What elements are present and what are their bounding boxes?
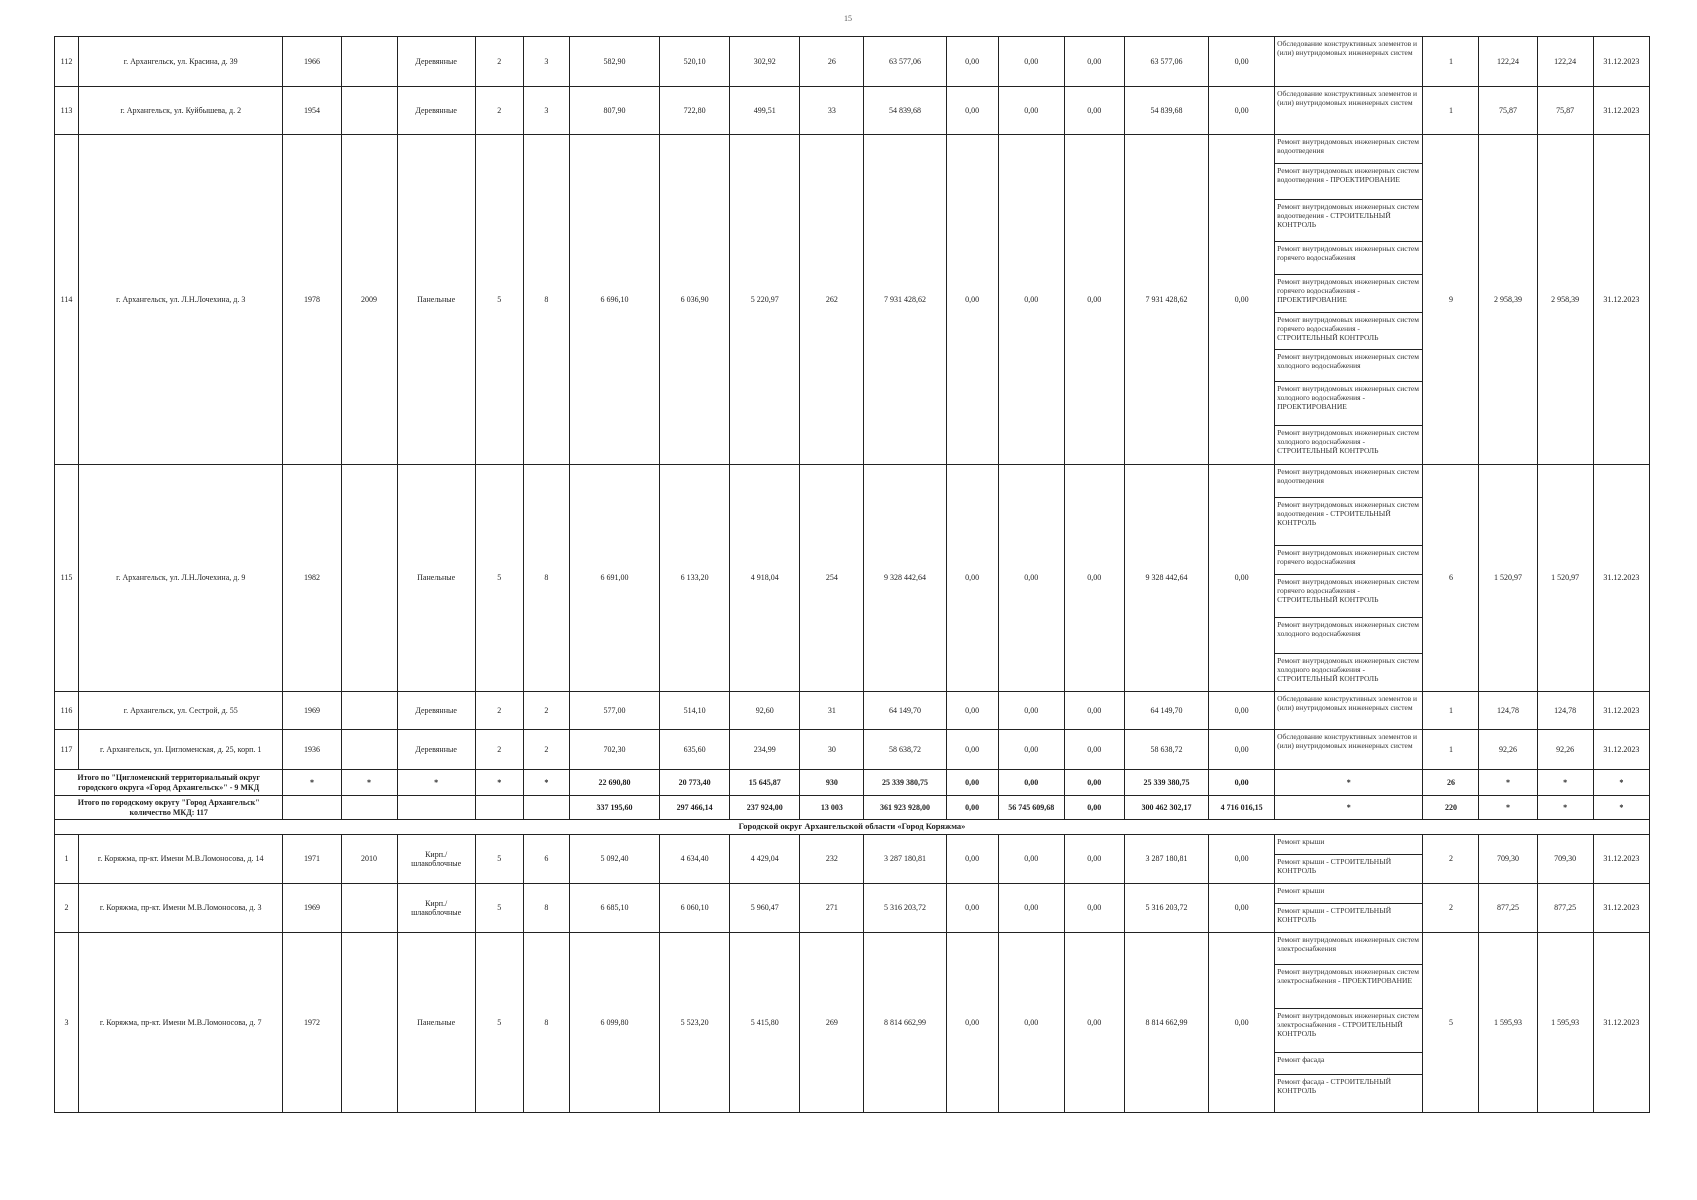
total-row xyxy=(55,770,1650,796)
cell-year-reno: 2009 xyxy=(341,135,397,465)
total-cost-m2: * xyxy=(1479,770,1537,796)
cell-cost-m2-max: 75,87 xyxy=(1537,87,1593,135)
work-item: Ремонт крыши xyxy=(1275,884,1422,904)
cell-fund-mun: 0,00 xyxy=(1064,730,1124,770)
total-year-reno xyxy=(341,796,397,820)
row-number: 115 xyxy=(55,465,79,692)
total-fund-mun: 0,00 xyxy=(1064,796,1124,820)
cell-area-living: 6 133,20 xyxy=(660,465,730,692)
cell-year-reno xyxy=(341,730,397,770)
cell-floors: 5 xyxy=(475,884,523,933)
cell-area-total: 577,00 xyxy=(569,692,659,730)
works-cell xyxy=(1275,730,1423,770)
cell-cost-total: 8 814 662,99 xyxy=(864,933,946,1113)
cell-residents: 33 xyxy=(800,87,864,135)
cell-fund-other: 0,00 xyxy=(1209,730,1275,770)
row-number: 1 xyxy=(55,835,79,884)
cell-deadline: 31.12.2023 xyxy=(1593,730,1649,770)
cell-work-count: 6 xyxy=(1423,465,1479,692)
cell-year-built: 1972 xyxy=(283,933,341,1113)
cell-year-built: 1966 xyxy=(283,37,341,87)
cell-fund-mun: 0,00 xyxy=(1064,933,1124,1113)
cell-fund-other: 0,00 xyxy=(1209,135,1275,465)
works-cell xyxy=(1275,933,1423,1113)
cell-entrances: 2 xyxy=(523,730,569,770)
table-row xyxy=(55,692,1650,730)
cell-year-built: 1954 xyxy=(283,87,341,135)
cell-deadline: 31.12.2023 xyxy=(1593,37,1649,87)
cell-fund-mun: 0,00 xyxy=(1064,465,1124,692)
cell-fund-reg: 0,00 xyxy=(998,87,1064,135)
work-item: Ремонт внутридомовых инженерных систем горячего водоснабжения - СТРОИТЕЛЬНЫЙ КОНТРОЛЬ xyxy=(1275,313,1422,350)
work-item: Ремонт внутридомовых инженерных систем холодного водоснабжения - СТРОИТЕЛЬНЫЙ КОНТРОЛЬ xyxy=(1277,428,1419,455)
cell-fund-fed: 0,00 xyxy=(946,835,998,884)
cell-area-living: 520,10 xyxy=(660,37,730,87)
total-entrances xyxy=(523,796,569,820)
works-cell xyxy=(1275,37,1423,87)
cell-fund-owners: 5 316 203,72 xyxy=(1124,884,1208,933)
cell-fund-owners: 3 287 180,81 xyxy=(1124,835,1208,884)
cell-walls: Деревянные xyxy=(397,730,475,770)
cell-fund-other: 0,00 xyxy=(1209,37,1275,87)
row-number: 112 xyxy=(55,37,79,87)
cell-fund-other: 0,00 xyxy=(1209,87,1275,135)
total-cost-m2-max: * xyxy=(1537,770,1593,796)
cell-fund-mun: 0,00 xyxy=(1064,135,1124,465)
total-fund-other: 0,00 xyxy=(1209,770,1275,796)
cell-walls: Деревянные xyxy=(397,692,475,730)
cell-deadline: 31.12.2023 xyxy=(1593,465,1649,692)
works-cell xyxy=(1275,692,1423,730)
cell-fund-owners: 54 839,68 xyxy=(1124,87,1208,135)
cell-fund-reg: 0,00 xyxy=(998,37,1064,87)
work-item: Ремонт внутридомовых инженерных систем водоотведения xyxy=(1275,135,1422,164)
table-row xyxy=(55,37,1650,87)
row-number: 3 xyxy=(55,933,79,1113)
cell-cost-total: 7 931 428,62 xyxy=(864,135,946,465)
cell-fund-owners: 58 638,72 xyxy=(1124,730,1208,770)
house-address: г. Архангельск, ул. Л.Н.Лочехина, д. 3 xyxy=(79,135,283,465)
cell-fund-other: 0,00 xyxy=(1209,465,1275,692)
total-cost-m2: * xyxy=(1479,796,1537,820)
cell-area-total: 6 696,10 xyxy=(569,135,659,465)
cell-area-private: 499,51 xyxy=(730,87,800,135)
works-cell xyxy=(1275,87,1423,135)
cell-year-reno: 2010 xyxy=(341,835,397,884)
cell-deadline: 31.12.2023 xyxy=(1593,933,1649,1113)
cell-fund-reg: 0,00 xyxy=(998,730,1064,770)
cell-fund-mun: 0,00 xyxy=(1064,87,1124,135)
total-fund-reg: 0,00 xyxy=(998,770,1064,796)
cell-walls: Панельные xyxy=(397,465,475,692)
cell-area-living: 635,60 xyxy=(660,730,730,770)
cell-cost-m2: 1 595,93 xyxy=(1479,933,1537,1113)
cell-deadline: 31.12.2023 xyxy=(1593,692,1649,730)
total-fund-fed: 0,00 xyxy=(946,770,998,796)
cell-residents: 31 xyxy=(800,692,864,730)
work-item: Ремонт фасада xyxy=(1275,1053,1422,1075)
cell-cost-m2: 2 958,39 xyxy=(1479,135,1537,465)
cell-walls: Деревянные xyxy=(397,87,475,135)
cell-walls: Панельные xyxy=(397,135,475,465)
cell-fund-fed: 0,00 xyxy=(946,135,998,465)
total-area-private: 15 645,87 xyxy=(730,770,800,796)
work-item: Обследование конструктивных элементов и (или) внутридомовых инженерных систем xyxy=(1277,39,1418,57)
cell-cost-total: 3 287 180,81 xyxy=(864,835,946,884)
work-item: Ремонт внутридомовых инженерных систем горячего водоснабжения xyxy=(1275,546,1422,575)
total-row xyxy=(55,796,1650,820)
cell-cost-m2-max: 1 520,97 xyxy=(1537,465,1593,692)
total-label: Итого по городскому округу "Город Архангельск" количество МКД: 117 xyxy=(55,796,283,820)
cell-fund-owners: 8 814 662,99 xyxy=(1124,933,1208,1113)
work-item: Ремонт внутридомовых инженерных систем горячего водоснабжения xyxy=(1275,242,1422,275)
cell-area-living: 6 036,90 xyxy=(660,135,730,465)
total-year-built xyxy=(283,796,341,820)
cell-area-living: 4 634,40 xyxy=(660,835,730,884)
cell-year-built: 1969 xyxy=(283,884,341,933)
cell-cost-m2: 92,26 xyxy=(1479,730,1537,770)
work-item: Ремонт внутридомовых инженерных систем горячего водоснабжения - СТРОИТЕЛЬНЫЙ КОНТРОЛЬ xyxy=(1275,575,1422,618)
house-address: г. Коряжма, пр-кт. Имени М.В.Ломоносова, д. 3 xyxy=(79,884,283,933)
cell-fund-reg: 0,00 xyxy=(998,692,1064,730)
cell-year-reno xyxy=(341,465,397,692)
work-item: Ремонт внутридомовых инженерных систем холодного водоснабжения xyxy=(1275,350,1422,382)
cell-fund-mun: 0,00 xyxy=(1064,37,1124,87)
cell-year-reno xyxy=(341,692,397,730)
work-item: Ремонт внутридомовых инженерных систем водоотведения xyxy=(1275,465,1422,498)
cell-entrances: 8 xyxy=(523,465,569,692)
total-cost-total: 25 339 380,75 xyxy=(864,770,946,796)
cell-entrances: 6 xyxy=(523,835,569,884)
cell-cost-m2-max: 2 958,39 xyxy=(1537,135,1593,465)
cell-floors: 2 xyxy=(475,692,523,730)
cell-area-total: 6 099,80 xyxy=(569,933,659,1113)
work-item: Ремонт внутридомовых инженерных систем электроснабжения xyxy=(1275,933,1422,965)
total-year-reno: * xyxy=(341,770,397,796)
cell-work-count: 2 xyxy=(1423,884,1479,933)
cell-cost-m2: 122,24 xyxy=(1479,37,1537,87)
work-item: Обследование конструктивных элементов и (или) внутридомовых инженерных систем xyxy=(1277,694,1418,712)
total-deadline: * xyxy=(1593,796,1649,820)
cell-year-built: 1971 xyxy=(283,835,341,884)
work-item: Ремонт внутридомовых инженерных систем электроснабжения - ПРОЕКТИРОВАНИЕ xyxy=(1275,965,1422,1009)
cell-fund-owners: 63 577,06 xyxy=(1124,37,1208,87)
cell-work-count: 1 xyxy=(1423,37,1479,87)
cell-entrances: 8 xyxy=(523,884,569,933)
cell-cost-total: 64 149,70 xyxy=(864,692,946,730)
cell-fund-fed: 0,00 xyxy=(946,730,998,770)
work-item: Ремонт внутридомовых инженерных систем водоотведения - СТРОИТЕЛЬНЫЙ КОНТРОЛЬ xyxy=(1275,200,1422,242)
cell-cost-m2-max: 124,78 xyxy=(1537,692,1593,730)
cell-area-private: 5 415,80 xyxy=(730,933,800,1113)
row-number: 2 xyxy=(55,884,79,933)
cell-fund-other: 0,00 xyxy=(1209,692,1275,730)
cell-work-count: 1 xyxy=(1423,692,1479,730)
work-item: Ремонт крыши - СТРОИТЕЛЬНЫЙ КОНТРОЛЬ xyxy=(1277,906,1392,924)
total-area-living: 20 773,40 xyxy=(660,770,730,796)
cell-deadline: 31.12.2023 xyxy=(1593,884,1649,933)
total-work-count: 26 xyxy=(1423,770,1479,796)
section-title: Городской округ Архангельской области «Город Коряжма» xyxy=(55,820,1650,835)
cell-work-count: 9 xyxy=(1423,135,1479,465)
total-work-count: 220 xyxy=(1423,796,1479,820)
cell-entrances: 3 xyxy=(523,37,569,87)
total-walls: * xyxy=(397,770,475,796)
cell-walls: Деревянные xyxy=(397,37,475,87)
cell-fund-owners: 64 149,70 xyxy=(1124,692,1208,730)
total-fund-fed: 0,00 xyxy=(946,796,998,820)
cell-residents: 262 xyxy=(800,135,864,465)
cell-area-living: 722,80 xyxy=(660,87,730,135)
work-item: Ремонт внутридомовых инженерных систем водоотведения - СТРОИТЕЛЬНЫЙ КОНТРОЛЬ xyxy=(1275,498,1422,546)
cell-cost-m2: 1 520,97 xyxy=(1479,465,1537,692)
cell-year-reno xyxy=(341,884,397,933)
total-residents: 930 xyxy=(800,770,864,796)
cell-area-total: 807,90 xyxy=(569,87,659,135)
total-entrances: * xyxy=(523,770,569,796)
cell-year-reno xyxy=(341,933,397,1113)
row-number: 114 xyxy=(55,135,79,465)
cell-area-total: 702,30 xyxy=(569,730,659,770)
cell-cost-m2: 124,78 xyxy=(1479,692,1537,730)
cell-fund-fed: 0,00 xyxy=(946,692,998,730)
cell-area-private: 234,99 xyxy=(730,730,800,770)
cell-cost-total: 5 316 203,72 xyxy=(864,884,946,933)
work-item: Ремонт крыши xyxy=(1275,835,1422,855)
total-fund-reg: 56 745 609,68 xyxy=(998,796,1064,820)
work-item: Обследование конструктивных элементов и (или) внутридомовых инженерных систем xyxy=(1277,89,1418,107)
row-number: 117 xyxy=(55,730,79,770)
work-item: Ремонт внутридомовых инженерных систем горячего водоснабжения - ПРОЕКТИРОВАНИЕ xyxy=(1275,275,1422,313)
cell-area-private: 302,92 xyxy=(730,37,800,87)
cell-cost-total: 54 839,68 xyxy=(864,87,946,135)
cell-area-private: 5 220,97 xyxy=(730,135,800,465)
cell-cost-m2-max: 709,30 xyxy=(1537,835,1593,884)
work-item: Ремонт крыши - СТРОИТЕЛЬНЫЙ КОНТРОЛЬ xyxy=(1277,857,1392,875)
cell-floors: 5 xyxy=(475,835,523,884)
page-number: 15 xyxy=(844,14,852,23)
cell-fund-reg: 0,00 xyxy=(998,884,1064,933)
work-item: Ремонт внутридомовых инженерных систем холодного водоснабжения - ПРОЕКТИРОВАНИЕ xyxy=(1275,382,1422,426)
cell-cost-m2-max: 122,24 xyxy=(1537,37,1593,87)
row-number: 116 xyxy=(55,692,79,730)
work-item: Ремонт внутридомовых инженерных систем холодного водоснабжения xyxy=(1275,618,1422,654)
cell-fund-fed: 0,00 xyxy=(946,933,998,1113)
cell-fund-reg: 0,00 xyxy=(998,933,1064,1113)
cell-cost-m2-max: 877,25 xyxy=(1537,884,1593,933)
house-address: г. Архангельск, ул. Сестрой, д. 55 xyxy=(79,692,283,730)
table-row xyxy=(55,835,1650,884)
house-address: г. Архангельск, ул. Красина, д. 39 xyxy=(79,37,283,87)
cell-floors: 5 xyxy=(475,135,523,465)
cell-fund-fed: 0,00 xyxy=(946,884,998,933)
cell-fund-fed: 0,00 xyxy=(946,37,998,87)
cell-fund-reg: 0,00 xyxy=(998,135,1064,465)
cell-area-private: 92,60 xyxy=(730,692,800,730)
section-row xyxy=(55,820,1650,835)
cell-area-total: 582,90 xyxy=(569,37,659,87)
cell-cost-m2: 877,25 xyxy=(1479,884,1537,933)
total-area-living: 297 466,14 xyxy=(660,796,730,820)
cell-deadline: 31.12.2023 xyxy=(1593,835,1649,884)
works-cell xyxy=(1275,884,1423,933)
cell-fund-owners: 7 931 428,62 xyxy=(1124,135,1208,465)
cell-entrances: 8 xyxy=(523,135,569,465)
cell-cost-m2-max: 1 595,93 xyxy=(1537,933,1593,1113)
cell-cost-total: 9 328 442,64 xyxy=(864,465,946,692)
cell-cost-m2-max: 92,26 xyxy=(1537,730,1593,770)
table-row xyxy=(55,730,1650,770)
cell-residents: 26 xyxy=(800,37,864,87)
cell-work-count: 1 xyxy=(1423,87,1479,135)
cell-residents: 30 xyxy=(800,730,864,770)
work-item: Ремонт внутридомовых инженерных систем водоотведения - ПРОЕКТИРОВАНИЕ xyxy=(1275,164,1422,200)
cell-year-built: 1982 xyxy=(283,465,341,692)
work-item: Ремонт внутридомовых инженерных систем холодного водоснабжения - СТРОИТЕЛЬНЫЙ КОНТРОЛЬ xyxy=(1277,656,1419,683)
cell-fund-owners: 9 328 442,64 xyxy=(1124,465,1208,692)
table-row xyxy=(55,135,1650,465)
total-deadline: * xyxy=(1593,770,1649,796)
cell-residents: 271 xyxy=(800,884,864,933)
cell-year-built: 1936 xyxy=(283,730,341,770)
cell-area-living: 6 060,10 xyxy=(660,884,730,933)
cell-work-count: 1 xyxy=(1423,730,1479,770)
works-cell xyxy=(1275,465,1423,692)
cell-fund-mun: 0,00 xyxy=(1064,884,1124,933)
cell-fund-other: 0,00 xyxy=(1209,933,1275,1113)
table-row xyxy=(55,465,1650,692)
house-address: г. Архангельск, ул. Куйбышева, д. 2 xyxy=(79,87,283,135)
cell-walls: Кирп./ шлакоблочные xyxy=(397,835,475,884)
work-item: Ремонт фасада - СТРОИТЕЛЬНЫЙ КОНТРОЛЬ xyxy=(1277,1077,1392,1095)
cell-year-built: 1969 xyxy=(283,692,341,730)
cell-fund-other: 0,00 xyxy=(1209,835,1275,884)
total-fund-owners: 25 339 380,75 xyxy=(1124,770,1208,796)
total-floors: * xyxy=(475,770,523,796)
cell-residents: 269 xyxy=(800,933,864,1113)
cell-floors: 5 xyxy=(475,933,523,1113)
cell-cost-m2: 709,30 xyxy=(1479,835,1537,884)
cell-cost-total: 63 577,06 xyxy=(864,37,946,87)
cell-entrances: 3 xyxy=(523,87,569,135)
cell-fund-fed: 0,00 xyxy=(946,87,998,135)
total-cost-total: 361 923 928,00 xyxy=(864,796,946,820)
work-item: Обследование конструктивных элементов и (или) внутридомовых инженерных систем xyxy=(1277,732,1418,750)
cell-walls: Кирп./ шлакоблочные xyxy=(397,884,475,933)
cell-area-living: 5 523,20 xyxy=(660,933,730,1113)
house-address: г. Архангельск, ул. Л.Н.Лочехина, д. 9 xyxy=(79,465,283,692)
cell-fund-reg: 0,00 xyxy=(998,465,1064,692)
cell-fund-other: 0,00 xyxy=(1209,884,1275,933)
works-cell xyxy=(1275,835,1423,884)
total-residents: 13 003 xyxy=(800,796,864,820)
cell-area-living: 514,10 xyxy=(660,692,730,730)
total-label: Итого по "Цигломенский территориальный округ городского округа «Город Архангельск»" - 9 МКД xyxy=(55,770,283,796)
cell-residents: 232 xyxy=(800,835,864,884)
house-address: г. Коряжма, пр-кт. Имени М.В.Ломоносова, д. 14 xyxy=(79,835,283,884)
cell-area-private: 4 918,04 xyxy=(730,465,800,692)
total-floors xyxy=(475,796,523,820)
cell-area-total: 6 691,00 xyxy=(569,465,659,692)
cell-cost-total: 58 638,72 xyxy=(864,730,946,770)
table-row xyxy=(55,884,1650,933)
cell-entrances: 2 xyxy=(523,692,569,730)
cell-floors: 2 xyxy=(475,730,523,770)
cell-area-private: 5 960,47 xyxy=(730,884,800,933)
total-walls xyxy=(397,796,475,820)
cell-floors: 2 xyxy=(475,87,523,135)
cell-walls: Панельные xyxy=(397,933,475,1113)
cell-year-built: 1978 xyxy=(283,135,341,465)
cell-work-count: 5 xyxy=(1423,933,1479,1113)
cell-fund-mun: 0,00 xyxy=(1064,692,1124,730)
table-row xyxy=(55,87,1650,135)
row-number: 113 xyxy=(55,87,79,135)
cell-fund-fed: 0,00 xyxy=(946,465,998,692)
cell-fund-reg: 0,00 xyxy=(998,835,1064,884)
cell-work-count: 2 xyxy=(1423,835,1479,884)
total-fund-other: 4 716 016,15 xyxy=(1209,796,1275,820)
cell-year-reno xyxy=(341,87,397,135)
cell-deadline: 31.12.2023 xyxy=(1593,135,1649,465)
cell-floors: 2 xyxy=(475,37,523,87)
house-address: г. Коряжма, пр-кт. Имени М.В.Ломоносова, д. 7 xyxy=(79,933,283,1113)
works-cell xyxy=(1275,135,1423,465)
total-fund-owners: 300 462 302,17 xyxy=(1124,796,1208,820)
cell-fund-mun: 0,00 xyxy=(1064,835,1124,884)
table-row xyxy=(55,933,1650,1113)
cell-area-private: 4 429,04 xyxy=(730,835,800,884)
work-item: Ремонт внутридомовых инженерных систем электроснабжения - СТРОИТЕЛЬНЫЙ КОНТРОЛЬ xyxy=(1275,1009,1422,1053)
total-fund-mun: 0,00 xyxy=(1064,770,1124,796)
total-works: * xyxy=(1275,770,1423,796)
cell-floors: 5 xyxy=(475,465,523,692)
cell-area-total: 5 092,40 xyxy=(569,835,659,884)
total-works: * xyxy=(1275,796,1423,820)
house-address: г. Архангельск, ул. Цигломенская, д. 25, корп. 1 xyxy=(79,730,283,770)
total-area-total: 22 690,80 xyxy=(569,770,659,796)
total-area-private: 237 924,00 xyxy=(730,796,800,820)
total-cost-m2-max: * xyxy=(1537,796,1593,820)
total-year-built: * xyxy=(283,770,341,796)
cell-cost-m2: 75,87 xyxy=(1479,87,1537,135)
table-body xyxy=(55,37,1650,1113)
capital-repair-table xyxy=(54,36,1650,1113)
cell-area-total: 6 685,10 xyxy=(569,884,659,933)
cell-deadline: 31.12.2023 xyxy=(1593,87,1649,135)
total-area-total: 337 195,60 xyxy=(569,796,659,820)
cell-entrances: 8 xyxy=(523,933,569,1113)
cell-year-reno xyxy=(341,37,397,87)
cell-residents: 254 xyxy=(800,465,864,692)
